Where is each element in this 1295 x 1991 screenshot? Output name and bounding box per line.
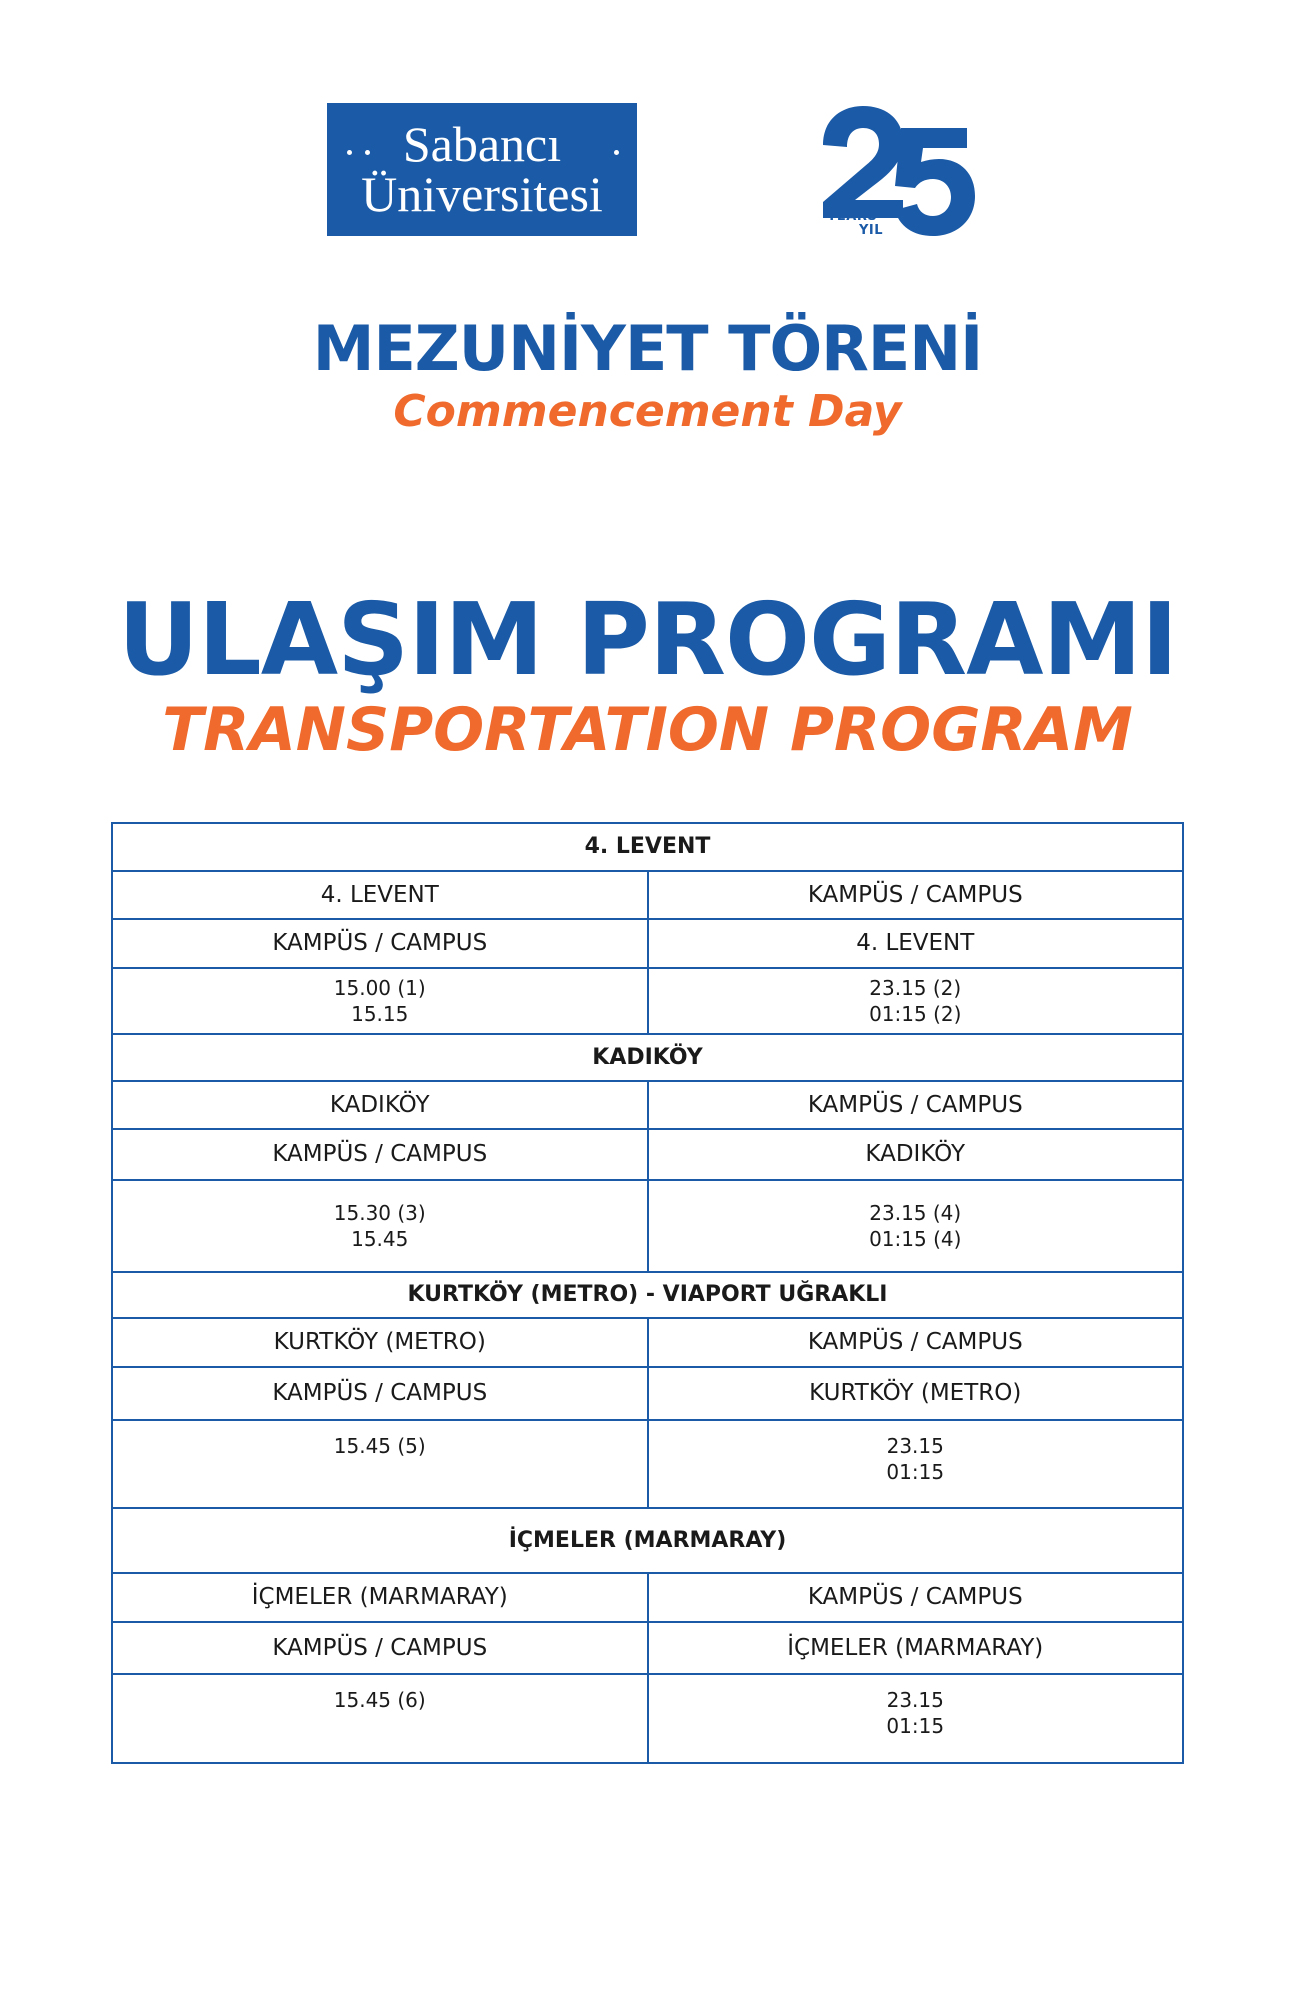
logo-line-1: Sabancı [402, 116, 562, 172]
route-name: KADIKÖY [112, 1034, 1183, 1081]
event-title-en: Commencement Day [393, 386, 902, 437]
times-cell [648, 1674, 1184, 1763]
table-row [112, 1318, 1183, 1367]
arrival-cell: KAMPÜS / CAMPUS [112, 1367, 648, 1420]
route-header-row [112, 823, 1183, 871]
arrival-cell: KURTKÖY (METRO) [648, 1367, 1184, 1420]
times-row [112, 1420, 1183, 1508]
departure-cell: KURTKÖY (METRO) [112, 1318, 648, 1367]
arrival-cell: KADIKÖY [648, 1129, 1184, 1180]
table-row [112, 871, 1183, 919]
time-value: 01:15 (4) [869, 1227, 962, 1251]
departure-cell: KAMPÜS / CAMPUS [648, 1573, 1184, 1622]
times-row [112, 1180, 1183, 1272]
departure-cell: 4. LEVENT [112, 871, 648, 919]
time-value: 01:15 (2) [869, 1002, 962, 1026]
times-cell [112, 1674, 648, 1763]
arrival-cell: 4. LEVENT [648, 919, 1184, 968]
times-cell [648, 1420, 1184, 1508]
times-cell [112, 1180, 648, 1272]
arrival-cell: KAMPÜS / CAMPUS [112, 1622, 648, 1674]
time-value: 23.15 [886, 1688, 944, 1712]
transport-schedule-table [111, 822, 1184, 1764]
table-row [112, 1573, 1183, 1622]
route-header-row [112, 1272, 1183, 1318]
departure-cell: KADIKÖY [112, 1081, 648, 1129]
route-name: İÇMELER (MARMARAY) [112, 1508, 1183, 1573]
route-name: KURTKÖY (METRO) - VIAPORT UĞRAKLI [112, 1272, 1183, 1318]
program-title-en: TRANSPORTATION PROGRAM [162, 695, 1133, 765]
route-header-row [112, 1508, 1183, 1573]
time-value: 01:15 [886, 1460, 945, 1485]
times-cell [112, 1420, 648, 1508]
arrival-cell: KAMPÜS / CAMPUS [112, 919, 648, 968]
event-title-tr: MEZUNİYET TÖRENİ [312, 312, 983, 385]
table-row [112, 1622, 1183, 1674]
anniversary-years-label: YEARS [827, 209, 878, 224]
time-value: 23.15 (2) [869, 975, 962, 1000]
times-row [112, 1674, 1183, 1763]
times-cell [112, 968, 648, 1034]
program-title-tr: ULAŞIM PROGRAMI [117, 581, 1178, 698]
time-value: 15.45 [351, 1227, 409, 1251]
table-row [112, 1129, 1183, 1180]
university-logo [327, 103, 637, 236]
anniversary-yil-label: YIL [859, 223, 884, 238]
table-row [112, 1081, 1183, 1129]
time-value: 15.15 [351, 1002, 409, 1026]
time-value: 15.45 (6) [333, 1688, 426, 1712]
route-name: 4. LEVENT [112, 823, 1183, 871]
times-row [112, 968, 1183, 1034]
times-cell [648, 1180, 1184, 1272]
time-value: 15.30 (3) [333, 1200, 426, 1225]
time-value: 15.00 (1) [333, 975, 426, 1000]
table-row [112, 919, 1183, 968]
times-cell [648, 968, 1184, 1034]
time-value: 15.45 (5) [333, 1434, 426, 1458]
route-header-row [112, 1034, 1183, 1081]
logo-line-2: Üniversitesi [361, 166, 603, 222]
arrival-cell: İÇMELER (MARMARAY) [648, 1622, 1184, 1674]
departure-cell: KAMPÜS / CAMPUS [648, 1081, 1184, 1129]
departure-cell: İÇMELER (MARMARAY) [112, 1573, 648, 1622]
time-value: 01:15 [886, 1714, 945, 1739]
anniversary-logo [815, 100, 975, 240]
departure-cell: KAMPÜS / CAMPUS [648, 1318, 1184, 1367]
table-row [112, 1367, 1183, 1420]
departure-cell: KAMPÜS / CAMPUS [648, 871, 1184, 919]
time-value: 23.15 [886, 1434, 944, 1458]
arrival-cell: KAMPÜS / CAMPUS [112, 1129, 648, 1180]
time-value: 23.15 (4) [869, 1200, 962, 1225]
